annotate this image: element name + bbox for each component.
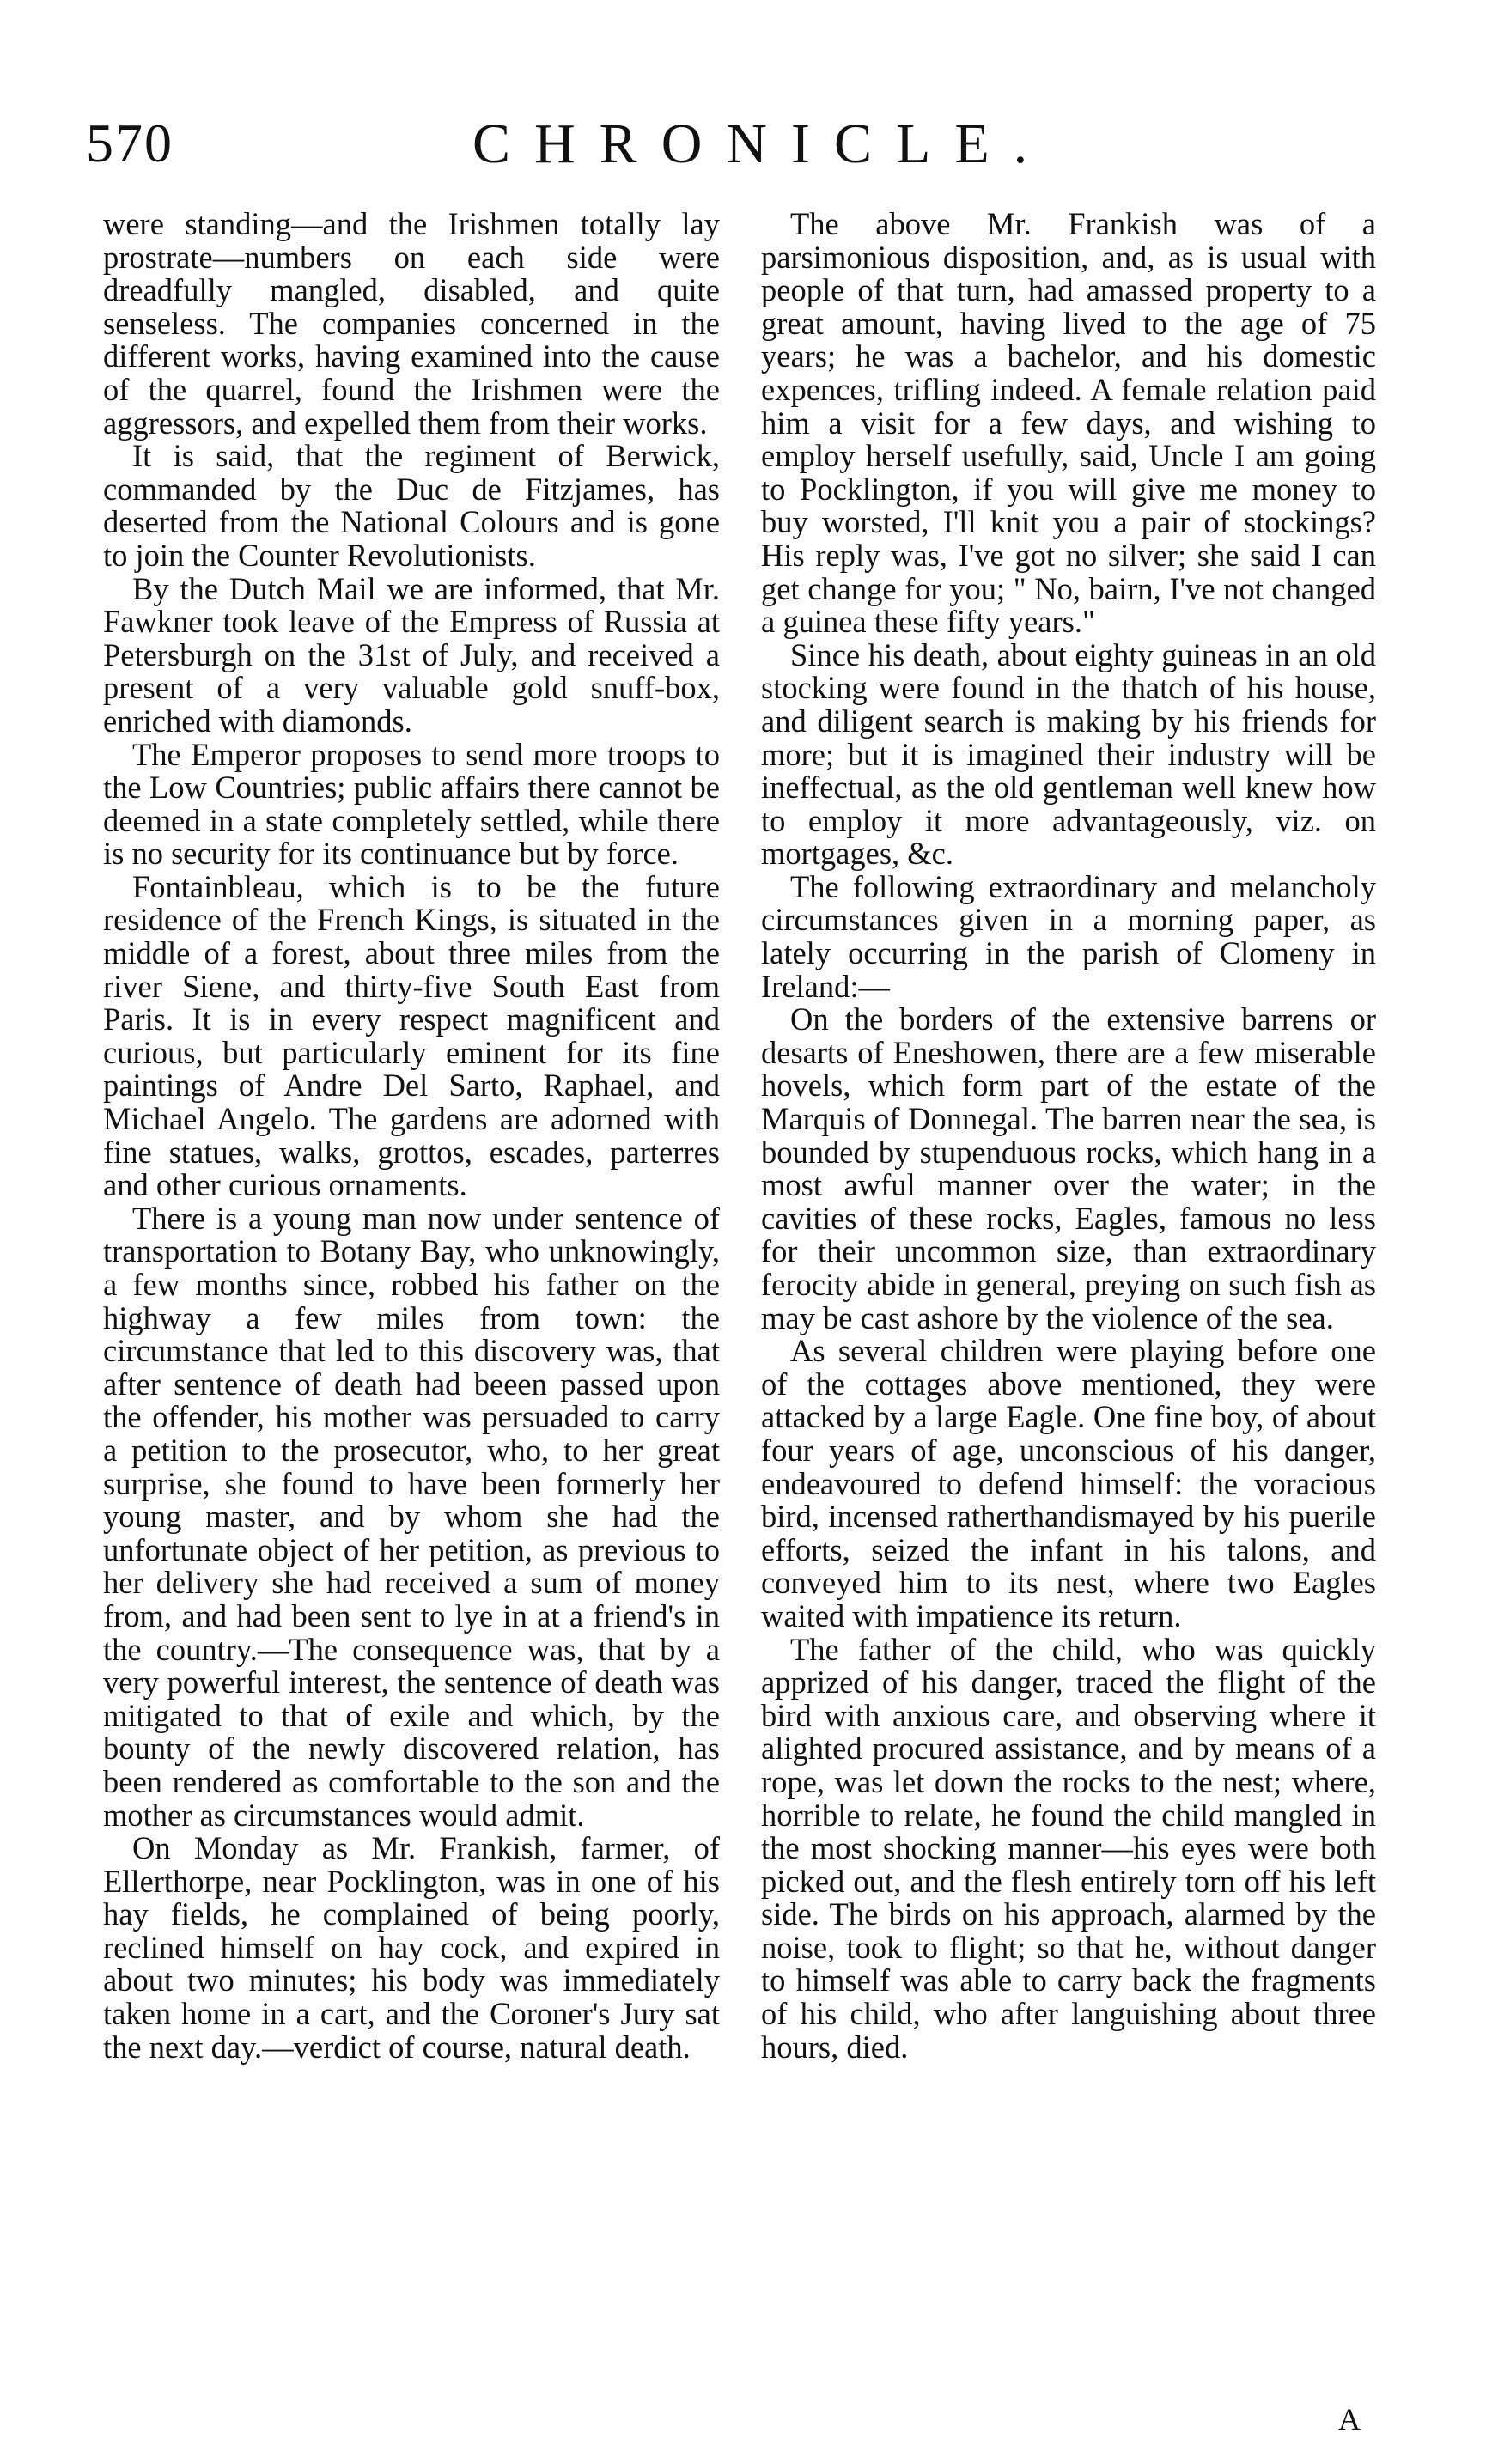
paragraph: There is a young man now under sentence of transportation to Botany Bay, who unknowingly, a few months since, robbed his father on the highway a few miles from town: the circumstance that led to this discovery was, that after sentence of death had beeen passed upon the offender, his mother was persuaded to carry a petition to the prosecutor, who, to her great surprise, she found to have been formerly her young master, and by whom she had the unfortunate object of her petition, as previous to her delivery she had received a sum of money from, and had been sent to lye in at a friend's in the country.—The consequence was, that by a very powerful interest, the sentence of death was mitigated to that of exile and which, by the bounty of the newly discovered relation, has been rendered as comfortable to the son and the mother as circumstances would admit. <box>103 1200 720 1833</box>
page-number: 570 <box>86 113 174 173</box>
paragraph: By the Dutch Mail we are informed, that Mr. Fawkner took leave of the Empress of Russia at Petersburgh on the 31st of July, and received a present of a very valuable gold snuff-box, enriched with diamonds. <box>103 570 720 739</box>
paragraph: It is said, that the regiment of Berwick, commanded by the Duc de Fitzjames, has deserted from the National Colours and is gone to join the Counter Revolutionists. <box>103 438 720 573</box>
paragraph: As several children were playing before one of the cottages above mentioned, they were attacked by a large Eagle. One fine boy, of about four years of age, unconscious of his danger, endeavoured to defend himself: the voracious bird, incensed ratherthandismayed by his puerile efforts, seized the infant in his talons, and conveyed him to its nest, where two Eagles waited with impatience its return. <box>761 1333 1376 1634</box>
left-column <box>103 208 720 2064</box>
paragraph: Fontainbleau, which is to be the future residence of the French Kings, is situated in the middle of a forest, about three miles from the river Siene, and thirty-five South East from Paris. It is in every respect magnificent and curious, but particularly eminent for its fine paintings of Andre Del Sarto, Raphael, and Michael Angelo. The gardens are adorned with fine statues, walks, grottos, escades, parterres and other curious ornaments. <box>103 868 720 1203</box>
right-column <box>761 208 1376 2064</box>
running-title: CHRONICLE. <box>472 113 1052 175</box>
paragraph: were standing—and the Irishmen totally lay prostrate—numbers on each side were dreadfully mangled, disabled, and quite senseless. The companies concerned in the different works, having examined into the cause of the quarrel, found the Irishmen were the aggressors, and expelled them from their works. <box>103 206 720 441</box>
page-header <box>86 112 1374 206</box>
paragraph: The above Mr. Frankish was of a parsimonious disposition, and, as is usual with people of that turn, had amassed property to a great amount, having lived to the age of 75 years; he was a bachelor, and his domestic expences, trifling indeed. A female relation paid him a visit for a few days, and wishing to employ herself usefully, said, Uncle I am going to Pocklington, if you will give me money to buy worsted, I'll knit you a pair of stockings? His reply was, I've got no silver; she said I can get change for you; " No, bairn, I've not changed a guinea these fifty years." <box>761 206 1376 640</box>
paragraph: On Monday as Mr. Frankish, farmer, of Ellerthorpe, near Pocklington, was in one of his hay fields, he complained of being poorly, reclined himself on hay cock, and expired in about two minutes; his body was immediately taken home in a cart, and the Coroner's Jury sat the next day.—verdict of course, natural death. <box>103 1830 720 2065</box>
paragraph: The father of the child, who was quickly apprized of his danger, traced the flight of the bird with anxious care, and observing where it alighted procured assistance, and by means of a rope, was let down the rocks to the nest; where, horrible to relate, he found the child mangled in the most shocking manner—his eyes were both picked out, and the flesh entirely torn off his left side. The birds on his approach, alarmed by the noise, took to flight; so that he, without danger to himself was able to carry back the fragments of his child, who after languishing about three hours, died. <box>761 1631 1376 2065</box>
paragraph: Since his death, about eighty guineas in an old stocking were found in the thatch of his house, and diligent search is making by his friends for more; but it is imagined their industry will be ineffectual, as the old gentleman well knew how to employ it more advantageously, viz. on mortgages, &c. <box>761 636 1376 872</box>
paragraph: The Emperor proposes to send more troops to the Low Countries; public affairs there cannot be deemed in a state completely settled, while there is no security for its continuance but by force. <box>103 736 720 872</box>
catchword: A <box>1338 2402 1361 2437</box>
paragraph: On the borders of the extensive barrens or desarts of Eneshowen, there are a few miserable hovels, which form part of the estate of the Marquis of Donnegal. The barren near the sea, is bounded by stupenduous rocks, which hang in a most awful manner over the water; in the cavities of these rocks, Eagles, famous no less for their uncommon size, than extraordinary ferocity abide in general, preying on such fish as may be cast ashore by the violence of the sea. <box>761 1001 1376 1335</box>
paragraph: The following extraordinary and melancholy circumstances given in a morning paper, as lately occurring in the parish of Clomeny in Ireland:— <box>761 868 1376 1004</box>
